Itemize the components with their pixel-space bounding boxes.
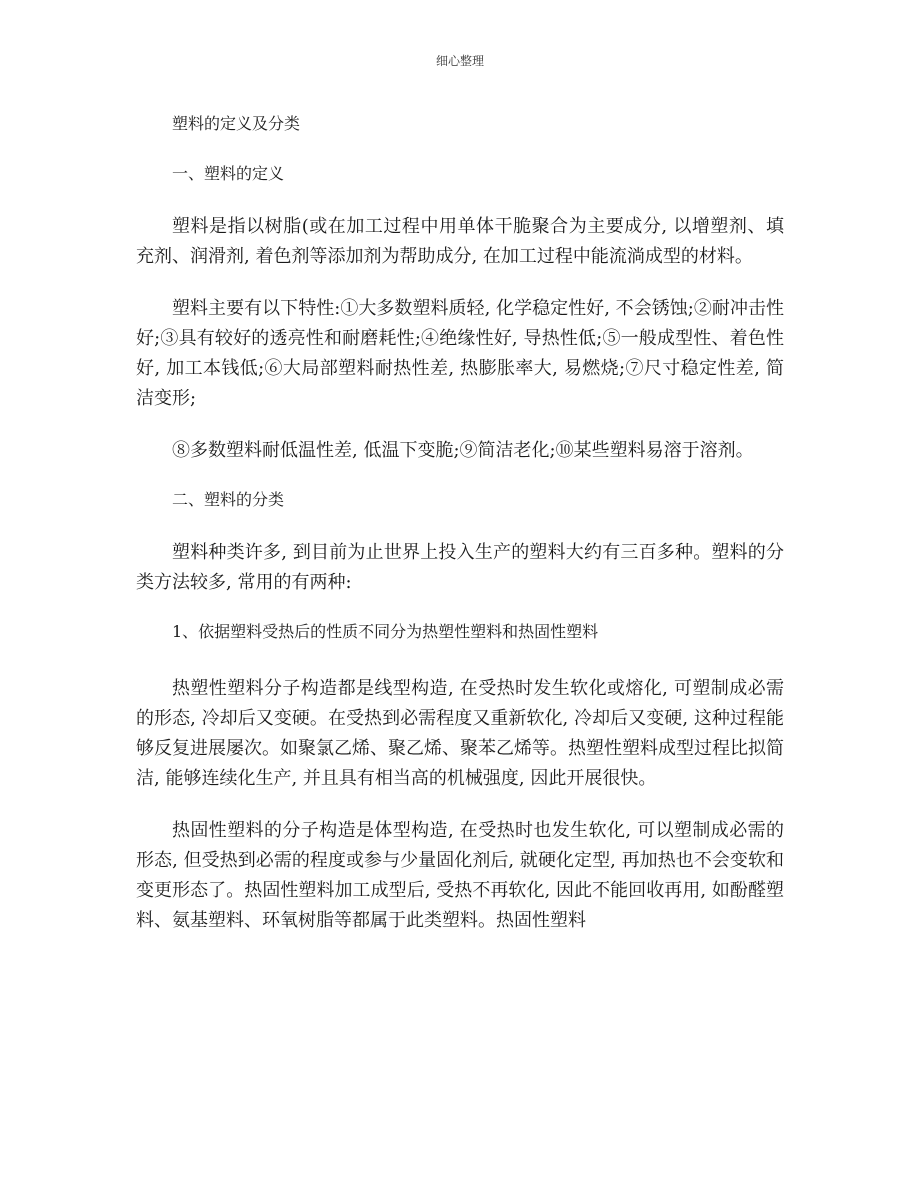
paragraph-classification-intro: 塑料种类许多, 到目前为止世界上投入生产的塑料大约有三百多种。塑料的分类方法较多, 常用的有两种: (136, 542, 784, 593)
section-heading-classification: 二、塑料的分类 (172, 490, 285, 509)
subheading-thermal-classification: 1、依据塑料受热后的性质不同分为热塑性塑料和热固性塑料 (172, 622, 599, 641)
paragraph-thermoplastics: 热塑性塑料分子构造都是线型构造, 在受热时发生软化或熔化, 可塑制成必需的形态, 冷却后又变硬。在受热到必需程度又重新软化, 冷却后又变硬, 这种过程能够反复进展屡次。如聚氯乙烯、聚乙烯、聚苯乙烯等。热塑性塑料成型过程比拟简洁, 能够连续化生产, 并且具有相当高的机械强度, 因此开展很快。 (136, 678, 784, 789)
paragraph-definition: 塑料是指以树脂(或在加工过程中用单体干脆聚合为主要成分, 以增塑剂、填充剂、润滑剂, 着色剂等添加剂为帮助成分, 在加工过程中能流淌成型的材料。 (136, 216, 784, 267)
paragraph-properties: 塑料主要有以下特性:①大多数塑料质轻, 化学稳定性好, 不会锈蚀;②耐冲击性好;③具有较好的透亮性和耐磨耗性;④绝缘性好, 导热性低;⑤一般成型性、着色性好, 加工本钱低;⑥大局部塑料耐热性差, 热膨胀率大, 易燃烧;⑦尺寸稳定性差, 简洁变形; (136, 298, 784, 409)
paragraph-properties-continued: ⑧多数塑料耐低温性差, 低温下变脆;⑨简洁老化;⑩某些塑料易溶于溶剂。 (172, 440, 754, 461)
section-heading-definition: 一、塑料的定义 (172, 164, 285, 183)
page-header: 细心整理 (435, 54, 484, 68)
document-title: 塑料的定义及分类 (172, 114, 301, 133)
document-body (136, 112, 784, 958)
paragraph-thermosets: 热固性塑料的分子构造是体型构造, 在受热时也发生软化, 可以塑制成必需的形态, 但受热到必需的程度或参与少量固化剂后, 就硬化定型, 再加热也不会变软和变更形态了。热固性塑料加工成型后, 受热不再软化, 因此不能回收再用, 如酚醛塑料、氨基塑料、环氧树脂等都属于此类塑料。热固性塑料 (136, 820, 784, 931)
